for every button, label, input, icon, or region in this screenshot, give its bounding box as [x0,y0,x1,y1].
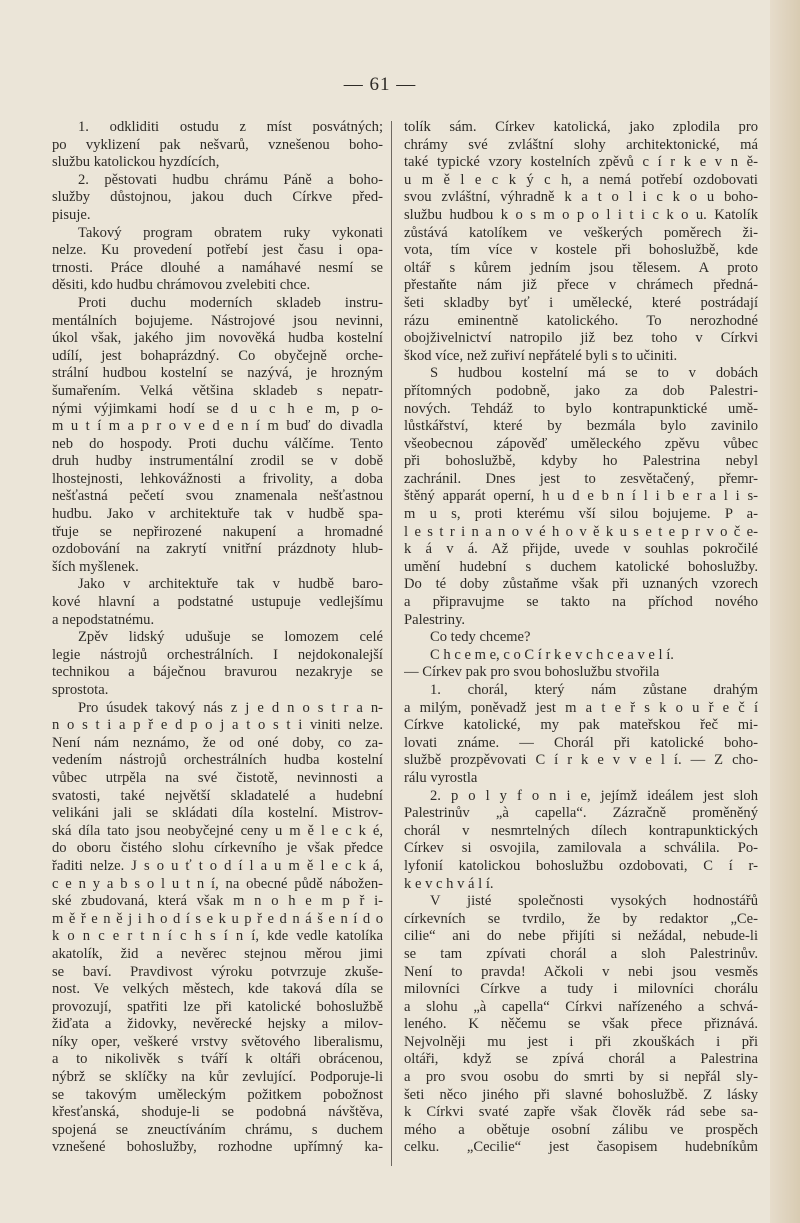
text-line: a to nikolivěk s tváří k oltáři obrácenou, [52,1051,383,1068]
text-line: 2. p o l y f o n i e, jejímž ideálem jest sloh [430,787,758,804]
paragraph [52,295,383,577]
text-line: velikáni jali se skládati díla kostelní. Mistrov- [52,805,383,822]
text-line: Palestrinův „à capella“. Zázračně proměněný [404,805,758,822]
text-line: leného. K něčemu se však přece přiznává. [404,1016,758,1033]
paragraph [52,576,383,629]
text-line: se tam zpívati chorál a sloh Palestrinův. [404,945,758,962]
text-line: Co tedy chceme? [430,629,531,646]
text-line: Není nám neznámo, že od oné doby, co za- [52,734,383,751]
text-line: S hudbou kostelní má se to v dobách [430,365,758,382]
text-line: Jako v architektuře tak v hudbě baro- [78,576,383,593]
text-line: se baví. Pravdivost výroku potvrzuje zkuše- [52,963,383,980]
text-line: svatosti, také největší skladatelé a hudební [52,787,383,804]
text-line: m u t í m a p r o v e d e n í m buď do divadla [52,418,383,435]
text-line: chorál v nesmrtelných dílech kontrapunktických [404,822,758,839]
paragraph [404,682,758,788]
text-line: lovati známe. — Chorál při katolické boho- [404,734,758,751]
text-line: děsiti, kdo hudbu chrámovou zvelebiti chce. [52,277,311,294]
text-line: do oboru čistého slohu církevního je však předce [52,840,383,857]
page-edge-shadow [770,0,800,1223]
text-line: 1. chorál, který nám zůstane drahým [430,682,758,698]
text-line: všeobecnou zápověď uměleckého zpěvu vůbec [404,435,758,452]
paragraph [404,119,758,365]
text-line: nýbrž se sklíčky na kůr zevlující. Podporuje-li [52,1069,383,1086]
text-line: c e n y a b s o l u t n í, na obecné půdě nábožen- [52,875,383,892]
text-line: oltář s kůrem jedním jsou tělesem. A proto [404,259,758,276]
text-line: přítomných podobně, jako za dob Palestri- [404,382,758,399]
text-line: svou zvláštní, výhradně k a t o l i c k o u boho- [404,189,758,206]
text-line: obojživelnictví natropilo již bez toho v Církvi [404,330,758,347]
text-line: zůstává katolíkem ve veškerých poměrech ži- [404,224,758,241]
text-line: oltáři, když se zpívá chorál a Palestrina [404,1051,758,1068]
text-line: Pro úsudek takový nás z j e d n o s t r a n- [78,699,383,716]
text-line: třuje se nepřirozené nakupení a hromadné [52,523,383,540]
text-line: a slohu „à capella“ Církvi nařízeného a schvá- [404,998,758,1015]
text-line: nešťastná pečetí svou znamenala nešťastnou [52,488,383,505]
text-line: a milým, poněvadž jest m a t e ř s k o u ř e č í [404,699,758,716]
text-line: Do té doby zůstaňme však při uznaných vzorech [404,576,758,593]
text-line: ská díla tato jsou neobyčejné ceny u m ě l e c k é, [52,822,383,839]
text-line: přestaňte nám již přece v chrámech předná- [404,277,758,294]
column-divider [391,121,392,1166]
text-line: službě prozpěvovati C í r k e v v e l í. — Z cho- [404,752,758,769]
text-line: šeti něco jiného při slavné bohoslužbě. Z lásky [404,1086,758,1103]
text-line: nových. Tehdáž to bylo kontrapunktické umě- [404,400,758,417]
text-line: neb do hospody. Proti duchu válčíme. Tento [52,435,383,452]
text-line: a připravujme se takto na příchod nového [404,594,758,611]
text-line: se takovým uměleckým požitkem pobožnost [52,1086,383,1103]
text-line: zachránil. Dnes jest to zesvětačený, přemr- [404,470,758,487]
text-line: milovníci Církve a tudy i milovníci chorálu [404,981,758,998]
text-line: štěný apparát operní, h u d e b n í l i b e r a l i s- [404,488,758,505]
text-line: Církve katolické, my pak mateřskou řeč mi- [404,717,758,734]
text-line: Nejvolněji mu jest i při zkouškách i při [404,1033,758,1050]
text-line: službu katolickou hyzdících, [52,154,220,171]
text-line: rázu eminentně katolického. To nerozhodné [404,312,758,329]
text-line: Není to pravda! Ačkoli v nebi jsou vesměs [404,963,758,980]
text-line: ozdobování na zakrytí vnitřní prázdnoty hlub- [52,541,383,558]
text-line: celku. „Cecilie“ jest časopisem hudebníkům [404,1139,758,1156]
text-line: lhostejnosti, lehkovážnosti a frivolity, a doba [52,470,383,487]
left-column [52,119,383,1157]
text-line: ších myšlenek. [52,558,139,575]
text-line: církevních se tvrdilo, že by redaktor „Ce- [404,910,758,927]
paragraph [404,893,758,1157]
text-line: trnosti. Práce dlouhé a namáhavé nesmí se [52,259,383,276]
text-line: druh hudby instrumentální zrodil se v době [52,453,383,470]
paragraph [52,172,383,225]
text-line: chrámy své zvláštní slohy architektonické, má [404,136,758,153]
paragraph [52,629,383,699]
paragraph [404,788,758,894]
paragraph [52,700,383,1157]
text-line: provozují, spatřiti lze při katolické bohoslužbě [52,998,383,1015]
paragraph [404,647,758,665]
text-line: šumařením. Velká většina skladeb s nepatr- [52,382,383,399]
text-line: umění hudební s duchem katolické bohoslužby. [404,558,758,575]
text-line: strální hudbou kostelní se nazývá, je hrozným [52,365,383,382]
text-line: mého a obětuje osobní zálibu ve prospěch [404,1121,758,1138]
text-line: vůbec utrpěla na své čistotě, nevinnosti a [52,769,383,786]
text-line: 2. pěstovati hudbu chrámu Páně a boho- [78,171,383,188]
text-line: po vyklizení pak nešvarů, vznešenou boho- [52,136,383,153]
text-line: — Církev pak pro svou bohoslužbu stvořila [404,664,660,681]
text-line: žiďata a židovky, nevěrecké hejsky a milov- [52,1016,383,1033]
text-line: 1. odkliditi ostudu z míst posvátných; [78,119,383,135]
text-line: úkol však, jakého jim novověká hudba kostelní [52,330,383,347]
text-line: mentálních bojujeme. Nástrojové jsou nevinni, [52,312,383,329]
text-line: Takový program obratem ruky vykonati [78,224,383,241]
text-line: k o n c e r t n í c h s í n í, kde vedle katolíka [52,928,383,945]
text-line: Církev si osvojila, zamilovala a schválila. Po- [404,840,758,857]
text-line: šeti skladby byť i umělecké, které postrádají [404,294,758,311]
text-line: hudbu. Jako v architektuře tak v hudbě spa- [52,506,383,523]
text-line: legie nástrojů orchestrálních. I nejdokonalejší [52,646,383,663]
paragraph [52,225,383,295]
text-line: pisuje. [52,206,91,223]
text-line: m u s, proti kterému vší silou bojujeme. P a- [404,506,758,523]
text-line: kové hlavní a podstatné ustupuje vedlejšímu [52,594,383,611]
text-line: Proti duchu moderních skladeb instru- [78,294,383,311]
text-line: při bohoslužbě, kdyby ho Palestrina nebyl [404,453,758,470]
text-line: k e v c h v á l í. [404,875,494,892]
text-line: křesťanská, shoduje-li se podobná návštěva, [52,1104,383,1121]
text-line: l e s t r i n a n o v é h o v ě k u s e t e p r v o č e- [404,523,758,540]
text-line: u m ě l e c k ý c h, a nemá potřebí ozdobovati [404,171,758,188]
text-line: tolík sám. Církev katolická, jako zplodila pro [404,119,758,135]
paragraph [404,365,758,629]
text-line: technikou a báječnou bravurou nezakryje se [52,664,383,681]
text-line: cilie“ ani do nebe přijíti si nežádal, nebude-li [404,928,758,945]
text-line: Zpěv lidský udušuje se lomozem celé [78,629,383,646]
text-line: službu hudbou k o s m o p o l i t i c k o u. Katolík [404,206,758,223]
text-line: lyfonií katolickou bohoslužbu ozdobovati, C í r- [404,857,758,874]
text-line: k Církvi svaté zapře však člověk rád sebe sa- [404,1104,758,1121]
text-line: nými výjimkami hodí se d u c h e m, p o- [52,400,383,417]
text-line: spojená se zneuctíváním chrámu, s duchem [52,1121,383,1138]
text-line: Palestriny. [404,611,466,628]
text-line: sprostota. [52,682,109,698]
paragraph [52,119,383,172]
text-line: C h c e m e, c o C í r k e v c h c e a v e l í. [430,646,674,663]
text-line: V jisté společnosti vysokých hodnostářů [430,893,758,910]
page-number: — 61 — [343,74,417,95]
text-line: k á v á. Až přijde, uvede v souhlas pokročilé [404,541,758,558]
text-line: akatolík, žid a nevěrec stejnou měrou jimi [52,945,383,962]
text-line: a pro svou osobu do smrti by si nepřál sly- [404,1069,758,1086]
text-line: a nepodstatnému. [52,611,155,628]
text-line: udílí, jest bohaprázdný. Co obyčejně orche- [52,347,383,364]
text-line: n o s t i a p ř e d p o j a t o s t i viniti nelze. [52,717,383,734]
text-line: m ě ř e n ě j i h o d í s e k u p ř e d n á š e n í d o [52,910,383,927]
text-line: škod více, než zuřiví nepřátelé byli s to učiniti. [404,347,678,364]
text-line: také typické vzory kostelních zpěvů c í r k e v n ě- [404,154,758,171]
text-line: vota, tím více v kostele při bohoslužbě, kde [404,242,758,259]
text-line: lůstkářství, které by bezmála bylo zavinilo [404,418,758,435]
text-line: ské zbudovaná, která však m n o h e m p ř i- [52,893,383,910]
paragraph [404,664,758,682]
text-line: nost. Ve velkých městech, kde taková díla se [52,981,383,998]
text-line: rálu vyrostla [404,769,478,786]
text-line: řaditi nelze. J s o u ť t o d í l a u m ě l e c k á, [52,857,383,874]
text-line: níky oper, veškeré vrstvy světového liberalismu, [52,1033,383,1050]
text-line: vznešené bohoslužby, rozhodne upřímný ka- [52,1139,383,1156]
paragraph [404,629,758,647]
text-line: vedením nástrojů orchestrálních hudba kostelní [52,752,383,769]
right-column [404,119,758,1157]
text-line: služby důstojnou, jakou duch Církve před- [52,189,383,206]
text-line: nelze. Ku provedení potřebí jest času i opa- [52,242,383,259]
